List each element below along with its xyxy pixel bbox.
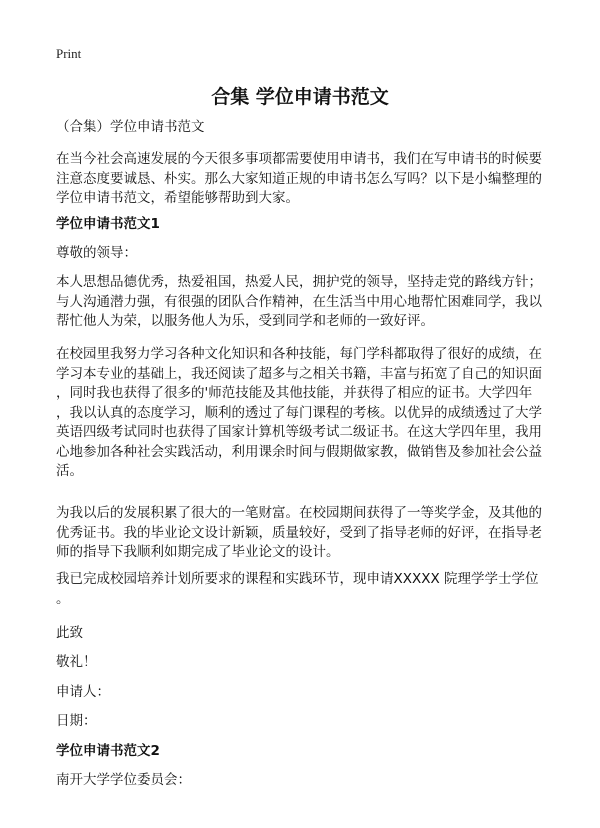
text-line: 师的指导下我顺利如期完成了毕业论文的设计。 bbox=[56, 544, 340, 560]
text-line: 在当今社会高速发展的今天很多事项都需要使用申请书，我们在写申请书的时候要 bbox=[56, 151, 542, 167]
closing-1 bbox=[56, 624, 556, 644]
applicant-line bbox=[56, 683, 556, 703]
text-line: 为我以后的发展积累了很大的一笔财富。在校园期间获得了一等奖学金，及其他的 bbox=[56, 505, 542, 521]
subtitle bbox=[56, 118, 556, 138]
closing-text: 此致 bbox=[56, 625, 83, 641]
text-line: 英语四级考试同时也获得了国家计算机等级考试二级证书。在这大学四年里，我用 bbox=[56, 424, 542, 440]
paragraph-1 bbox=[56, 273, 556, 332]
text-line: 心地参加各种社会实践活动，利用课余时间与假期做家教，做销售及参加社会公益 bbox=[56, 443, 542, 460]
paragraph-4 bbox=[56, 570, 556, 609]
text-line: 。 bbox=[56, 590, 70, 607]
applicant-text: 申请人： bbox=[56, 684, 110, 700]
text-line: 我已完成校园培养计划所要求的课程和实践环节，现申请XXXXX 院理学学士学位 bbox=[56, 571, 539, 587]
text-line: 学位申请书范文，希望能够帮助到大家。 bbox=[56, 190, 299, 206]
section-heading-2 bbox=[56, 742, 556, 762]
text-line: 帮忙他人为荣，以服务他人为乐，受到同学和老师的一致好评。 bbox=[56, 313, 434, 329]
heading-text: 学位申请书范文1 bbox=[56, 216, 160, 232]
text-line: ，同时我也获得了很多的'师范技能及其他技能，并获得了相应的证书。大学四年 bbox=[56, 385, 533, 401]
salutation-text: 尊敬的领导： bbox=[56, 245, 137, 261]
text-line: 注意态度要诚恳、朴实。那么大家知道正规的申请书怎么写吗？以下是小编整理的 bbox=[56, 170, 542, 187]
text-line: 优秀证书。我的毕业论文设计新颖，质量较好，受到了指导老师的好评，在指导老 bbox=[56, 524, 542, 541]
text-line: 在校园里我努力学习各种文化知识和各种技能，每门学科都取得了很好的成绩，在 bbox=[56, 346, 542, 362]
paragraph-3 bbox=[56, 504, 556, 563]
text-line: 学习本专业的基础上，我还阅读了超多与之相关书籍，丰富与拓宽了自己的知识面 bbox=[56, 365, 542, 382]
closing-text: 敬礼！ bbox=[56, 654, 97, 670]
subtitle-text: （合集）学位申请书范文 bbox=[56, 119, 205, 135]
date-text: 日期： bbox=[56, 713, 97, 729]
section-heading-1 bbox=[56, 215, 556, 235]
salutation-2 bbox=[56, 771, 556, 791]
salutation bbox=[56, 244, 556, 264]
date-line bbox=[56, 712, 556, 732]
document-title: 合集 学位申请书范文 bbox=[211, 86, 389, 108]
text-line: 本人思想品德优秀，热爱祖国，热爱人民，拥护党的领导，坚持走党的路线方针； bbox=[56, 274, 542, 290]
paragraph-2 bbox=[56, 345, 556, 482]
text-line: ，我以认真的态度学习，顺利的透过了每门课程的考核。以优异的成绩透过了大学 bbox=[56, 404, 542, 421]
text-line: 与人沟通潜力强，有很强的团队合作精神，在生活当中用心地帮忙困难同学，我以 bbox=[56, 293, 542, 310]
intro-paragraph bbox=[56, 150, 556, 209]
closing-2 bbox=[56, 653, 556, 673]
heading-text: 学位申请书范文2 bbox=[56, 743, 160, 759]
text-line: 活。 bbox=[56, 463, 83, 479]
print-link[interactable]: Print bbox=[56, 46, 82, 61]
salutation-text: 南开大学学位委员会： bbox=[56, 772, 191, 788]
